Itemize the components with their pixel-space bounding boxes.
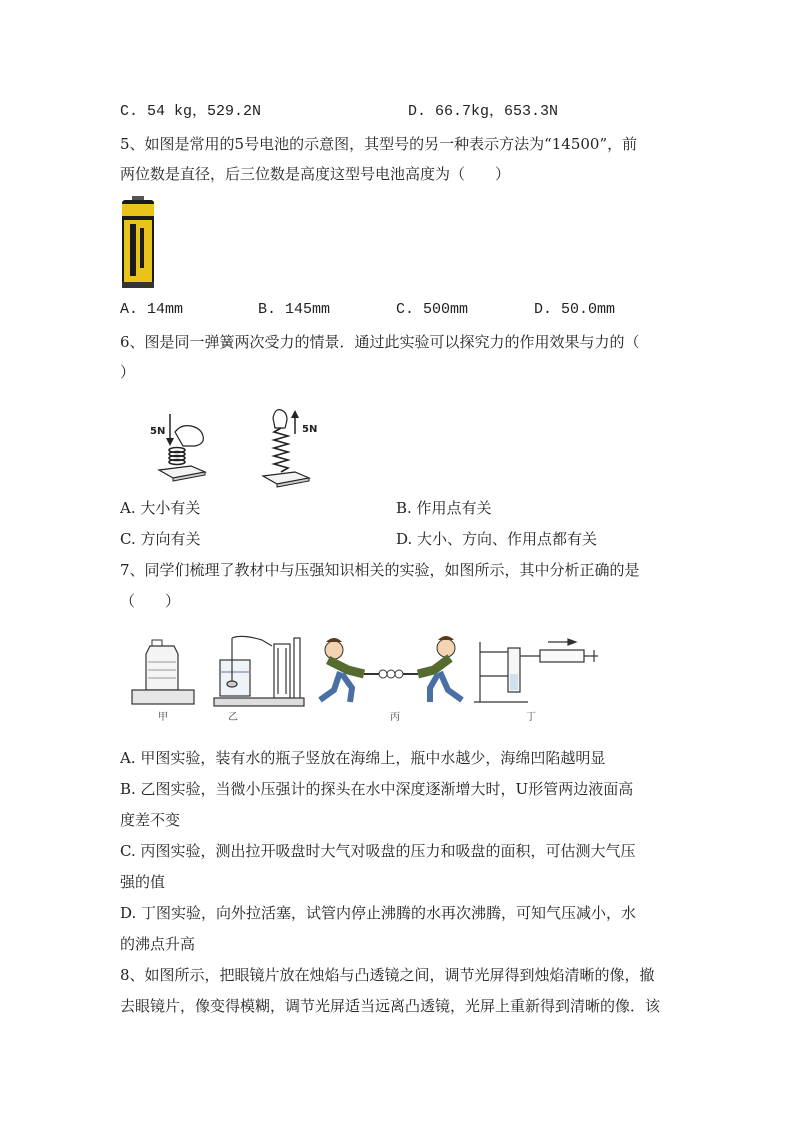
q7-option-b-cont: 度差不变	[120, 811, 181, 829]
pressure-experiments-figure	[128, 632, 598, 724]
q6-option-a: A. 大小有关	[120, 499, 201, 517]
bottle-on-sponge	[132, 640, 194, 704]
q8-stem-line1: 8、如图所示，把眼镜片放在烛焰与凸透镜之间，调节光屏得到烛焰清晰的像，撤	[120, 966, 655, 984]
q7-stem-line2: （ ）	[120, 592, 181, 610]
force-label-right: 5N	[302, 424, 318, 435]
q6-option-c: C. 方向有关	[120, 530, 201, 548]
force-label-left: 5N	[150, 426, 166, 437]
q5-stem-line2: 两位数是直径，后三位数是高度这型号电池高度为（ ）	[120, 165, 511, 183]
q6-stem-line2: ）	[120, 363, 136, 381]
q5-option-d: D. 50.0mm	[534, 301, 616, 318]
q7-stem-line1: 7、同学们梳理了教材中与压强知识相关的实验，如图所示，其中分析正确的是	[120, 561, 640, 579]
q5-option-c: C. 500mm	[396, 301, 469, 318]
q6-option-d: D. 大小、方向、作用点都有关	[396, 530, 598, 548]
q7-option-b: B. 乙图实验，当微小压强计的探头在水中深度逐渐增大时，U形管两边液面高	[120, 780, 634, 798]
syringe-test-tube	[474, 639, 598, 702]
battery-label	[124, 220, 152, 282]
q6-stem-line1: 6、图是同一弹簧两次受力的情景．通过此实验可以探究力的作用效果与力的（	[120, 333, 640, 351]
label-ding: 丁	[526, 712, 536, 723]
q7-option-a: A. 甲图实验，装有水的瓶子竖放在海绵上，瓶中水越少，海绵凹陷越明显	[120, 749, 606, 767]
q7-option-c: C. 丙图实验，测出拉开吸盘时大气对吸盘的压力和吸盘的面积，可估测大气压	[120, 842, 636, 860]
q7-option-c-cont: 强的值	[120, 873, 166, 891]
q5-option-b: B. 145mm	[258, 301, 331, 318]
q5-stem-line1: 5、如图是常用的5号电池的示意图，其型号的另一种表示方法为“14500”，前	[120, 135, 638, 153]
q4-option-d: D. 66.7kg，653.3N	[408, 103, 559, 120]
q7-option-d-cont: 的沸点升高	[120, 935, 196, 953]
q6-option-b: B. 作用点有关	[396, 499, 492, 517]
label-bing: 丙	[390, 712, 400, 723]
q7-option-d: D. 丁图实验，向外拉活塞，试管内停止沸腾的水再次沸腾，可知气压减小，水	[120, 904, 637, 922]
hand-icon	[175, 426, 203, 446]
arrow-up-icon	[291, 410, 299, 418]
arrow-down-icon	[166, 438, 174, 446]
compressed-spring	[169, 448, 185, 465]
stretched-spring	[274, 428, 288, 472]
label-jia: 甲	[158, 712, 168, 723]
hand-icon-right	[273, 410, 287, 428]
pressure-gauge	[214, 636, 304, 706]
q8-stem-line2: 去眼镜片，像变得模糊，调节光屏适当远离凸透镜，光屏上重新得到清晰的像．该	[120, 997, 661, 1015]
q5-option-a: A. 14mm	[120, 301, 184, 318]
tug-of-war	[320, 636, 462, 702]
q4-option-c: C. 54 kg，529.2N	[120, 103, 262, 120]
battery-figure	[118, 196, 158, 290]
label-yi: 乙	[228, 712, 238, 723]
spring-figure	[145, 404, 335, 492]
